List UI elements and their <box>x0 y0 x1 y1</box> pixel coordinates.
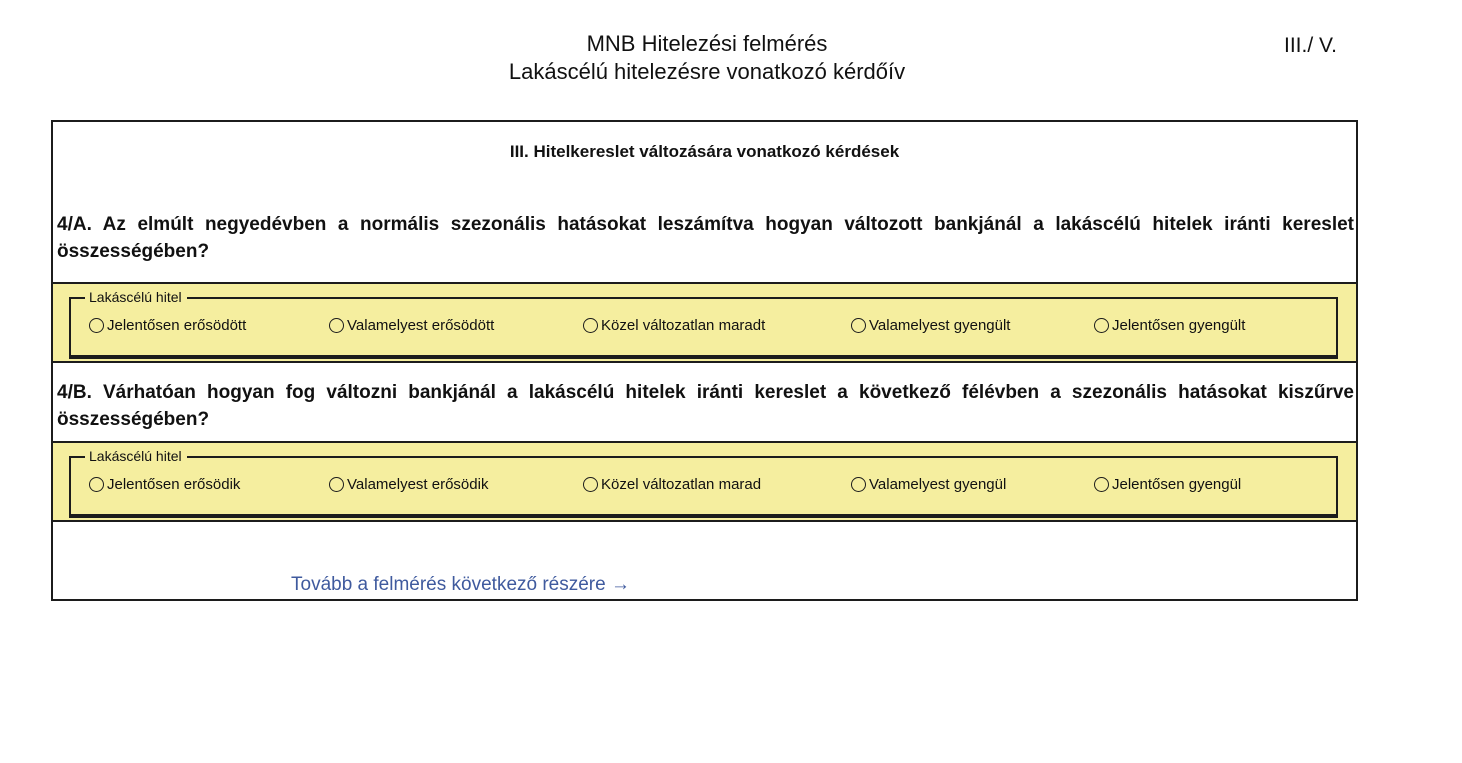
survey-title: MNB Hitelezési felmérés <box>586 31 828 56</box>
survey-subtitle: Lakáscélú hitelezésre vonatkozó kérdőív <box>508 59 906 84</box>
radio-button-icon[interactable] <box>329 477 344 492</box>
radio-button-icon[interactable] <box>89 318 104 333</box>
option-4a-5[interactable] <box>1094 317 1245 334</box>
option-label: Valamelyest gyengül <box>869 476 1007 493</box>
radio-button-icon[interactable] <box>583 318 598 333</box>
option-label: Valamelyest gyengült <box>869 317 1011 334</box>
section-title: III. Hitelkereslet változására vonatkozó kérdések <box>509 142 900 161</box>
radio-group-legend: Lakáscélú hitel <box>85 288 187 306</box>
question-4b-options-band <box>53 441 1356 522</box>
option-label: Közel változatlan marad <box>601 476 762 493</box>
option-label: Jelentősen erősödik <box>107 476 241 493</box>
option-4b-4[interactable] <box>851 476 1006 493</box>
radio-group-legend: Lakáscélú hitel <box>85 447 187 465</box>
question-4a-text: 4/A. Az elmúlt negyedévben a normális szezonális hatásokat leszámítva hogyan változott bankjánál a lakáscélú hitelek iránti kereslet összességében? <box>57 214 1354 262</box>
radio-button-icon[interactable] <box>583 477 598 492</box>
page-indicator: III./ V. <box>1284 34 1337 57</box>
survey-header <box>0 30 1414 86</box>
option-4b-5[interactable] <box>1094 476 1241 493</box>
next-section-link[interactable]: Tovább a felmérés következő részére → <box>291 574 630 595</box>
questionnaire-panel <box>51 120 1358 601</box>
option-label: Valamelyest erősödik <box>347 476 489 493</box>
option-4a-4[interactable] <box>851 317 1010 334</box>
option-4b-3[interactable] <box>583 476 761 493</box>
option-label: Jelentősen erősödött <box>107 317 247 334</box>
radio-button-icon[interactable] <box>1094 318 1109 333</box>
option-label: Közel változatlan maradt <box>601 317 766 334</box>
radio-button-icon[interactable] <box>89 477 104 492</box>
question-4b-text: 4/B. Várhatóan hogyan fog változni bankjánál a lakáscélú hitelek iránti kereslet a következő félévben a szezonális hatásokat kiszűrve összességében? <box>57 382 1354 430</box>
option-label: Jelentősen gyengült <box>1112 317 1246 334</box>
question-4a-options-band <box>53 282 1356 363</box>
radio-button-icon[interactable] <box>329 318 344 333</box>
radio-button-icon[interactable] <box>1094 477 1109 492</box>
radio-button-icon[interactable] <box>851 318 866 333</box>
option-label: Valamelyest erősödött <box>347 317 495 334</box>
option-4b-1[interactable] <box>89 476 240 493</box>
option-4a-3[interactable] <box>583 317 765 334</box>
question-4b-radio-group <box>69 448 1338 518</box>
option-4a-2[interactable] <box>329 317 494 334</box>
option-label: Jelentősen gyengül <box>1112 476 1242 493</box>
option-4b-2[interactable] <box>329 476 488 493</box>
question-4a-radio-group <box>69 289 1338 359</box>
radio-button-icon[interactable] <box>851 477 866 492</box>
option-4a-1[interactable] <box>89 317 246 334</box>
